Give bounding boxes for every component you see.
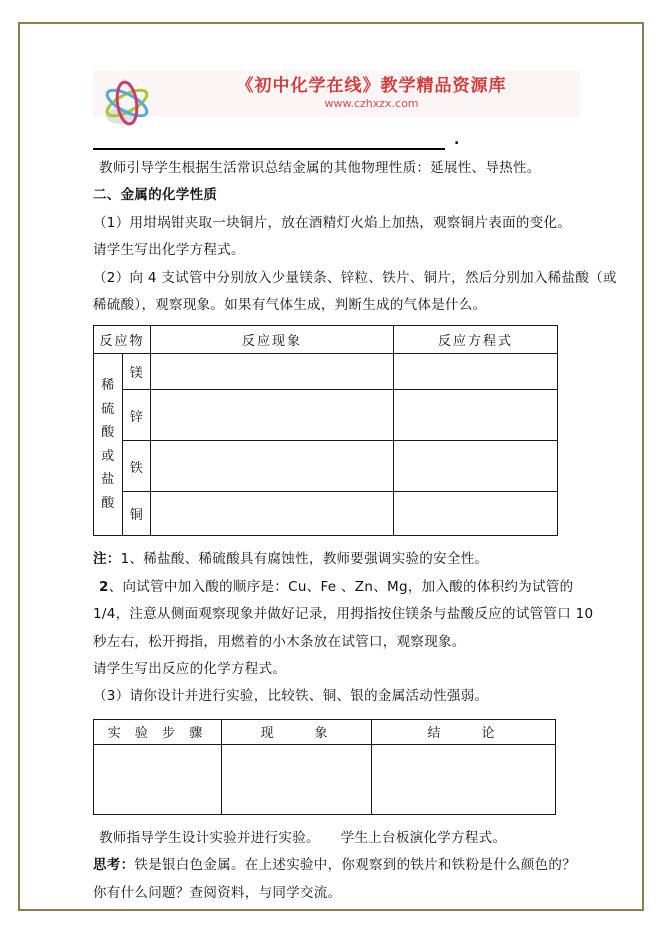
para-1-line1: （1）用坩埚钳夹取一块铜片，放在酒精灯火焰上加热，观察铜片表面的变化。 [93,214,572,231]
acid-vertical-label: 稀硫酸或盐酸 [101,378,115,511]
equation-cell-fe [394,441,558,492]
think-body: 铁是银白色金属。在上述实验中，你观察到的铁片和铁粉是什么颜色的？ [134,857,577,874]
metal-cell-cu: 铜 [122,492,151,536]
think-prefix: 思考： [93,857,135,874]
equation-cell-cu [394,492,558,536]
phenomenon2-header-cell: 现 象 [222,719,372,744]
metal-cell-zn: 锌 [122,390,151,441]
think-line2: 你有什么问题？查阅资料，与同学交流。 [93,884,342,901]
reaction-table [93,325,558,536]
phenomenon-cell-mg [151,354,394,390]
section-title: 二、金属的化学性质 [93,187,218,204]
table-row [94,441,558,492]
para-2-line1: （2）向 4 支试管中分别放入少量镁条、锌粒、铁片、铜片，然后分别加入稀盐酸（或 [93,269,617,286]
site-title: 《初中化学在线》教学精品资源库 [236,76,507,96]
para-1-line2: 请学生写出化学方程式。 [93,242,245,259]
para-2-line2: 稀硫酸），观察现象。如果有气体生成，判断生成的气体是什么。 [93,297,487,314]
steps-cell [94,744,222,814]
para-3: （3）请你设计并进行实验，比较铁、铜、银的金属活动性强弱。 [93,688,489,705]
note-2-number: 2 [99,578,109,595]
experiment-table-header-row [94,719,556,744]
teacher-guide-line: 教师指导学生设计实验并进行实验。 学生上台板演化学方程式。 [99,829,507,846]
page-content [93,70,617,907]
acid-label-cell [94,354,123,536]
fill-in-blank-line [93,129,559,149]
site-banner [93,70,580,117]
table-row [94,390,558,441]
intro-text: 教师引导学生根据生活常识总结金属的其他物理性质：延展性、导热性。 [99,160,541,176]
phenomenon-cell-zn [151,390,394,441]
period-after-blank: . [454,132,460,148]
equation-request-line: 请学生写出反应的化学方程式。 [93,661,287,678]
phenomenon2-cell [222,744,372,814]
phenomenon-cell-fe [151,441,394,492]
site-url: www.czhxzx.com [324,97,419,110]
reactant-header-cell: 反应物 [94,326,151,354]
reaction-table-header-row [94,326,558,354]
phenomenon-header-cell: 反应现象 [151,326,394,354]
equation-cell-mg [394,354,558,390]
atom-logo-icon [100,76,154,130]
banner-text-block [163,70,580,111]
note-1-prefix: 注： [93,551,121,568]
table-row [94,744,556,814]
table-row [94,354,558,390]
note-1 [93,546,559,573]
page-border-frame [18,22,644,911]
note-2-line2: 1/4，注意从侧面观察现象并做好记录，用拇指按住镁条与盐酸反应的试管管口 10 [93,606,594,623]
equation-cell-zn [394,390,558,441]
conclusion-cell [372,744,556,814]
think-line1 [93,852,577,879]
phenomenon-cell-cu [151,492,394,536]
experiment-table [93,719,556,815]
equation-header-cell: 反应方程式 [394,326,558,354]
steps-header-cell: 实 验 步 骤 [94,719,222,744]
metal-cell-fe: 铁 [122,441,151,492]
note-2-line3: 秒左右，松开拇指，用燃着的小木条放在试管口，观察现象。 [93,633,466,650]
note-2-line1-body: 、向试管中加入酸的顺序是：Cu、Fe 、Zn、Mg，加入酸的体积约为试管的 [108,578,574,595]
blank-underline [93,133,445,150]
table-row [94,492,558,536]
metal-cell-mg: 镁 [122,354,151,390]
note-1-body: 1、稀盐酸、稀硫酸具有腐蚀性，教师要强调实验的安全性。 [120,551,489,568]
conclusion-header-cell: 结 论 [372,719,556,744]
note-2-line1 [93,574,574,601]
